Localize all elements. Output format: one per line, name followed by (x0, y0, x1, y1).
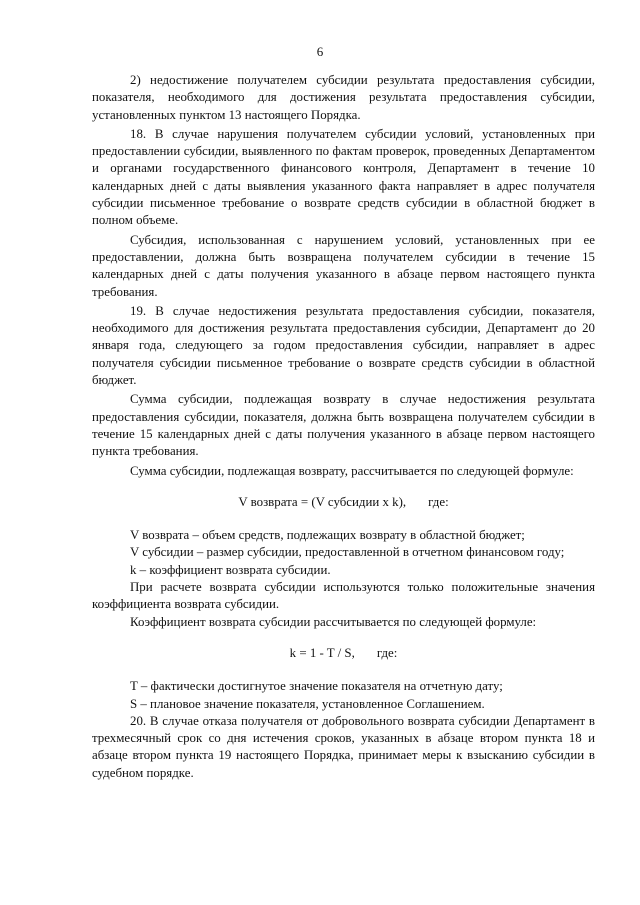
definition-v-return: V возврата – объем средств, подлежащих возврату в областной бюджет; (130, 528, 525, 543)
formula-return-volume-expression: V возврата = (V субсидии x k), (238, 494, 407, 509)
page-number: 6 (316, 44, 324, 59)
formula-return-volume-where: где: (428, 494, 449, 509)
definition-v-subsidy: V субсидии – размер субсидии, предоставленной в отчетном финансовом году; (130, 545, 565, 560)
paragraph-clause-19: 19. В случае недостижения результата предоставления субсидии, показателя, необходимого для достижения результата предоставления субсидии, Департамент до 20 января года, следующего за годом предоставления субсидии, направляет в адрес получателя субсидии письменное требование о возврате средств субсидии в областной бюджет. (92, 303, 595, 388)
formula-coefficient-expression: k = 1 - T / S, (289, 645, 355, 660)
paragraph-item-2-nondelivery: 2) недостижение получателем субсидии результата предоставления субсидии, показателя, необходимого для достижения результата предоставления субсидии, установленных пунктом 13 настоящего Порядка. (92, 73, 595, 122)
paragraph-coefficient-intro: Коэффициент возврата субсидии рассчитывается по следующей формуле: (130, 614, 537, 629)
definition-s: S – плановое значение показателя, установленное Соглашением. (130, 696, 485, 711)
paragraph-positive-coefficient: При расчете возврата субсидии используются только положительные значения коэффициента возврата субсидии. (92, 580, 595, 612)
formula-return-volume (92, 494, 595, 511)
paragraph-clause-20: 20. В случае отказа получателя от добровольного возврата субсидии Департамент в трехмесячный срок со дня истечения сроков, указанных в абзаце втором пункта 18 и абзаце втором пункта 19 настоящего Порядка, принимает меры к взысканию субсидии в судебном порядке. (92, 713, 595, 780)
paragraph-return-amount-term: Сумма субсидии, подлежащая возврату в случае недостижения результата предоставления субсидии, показателя, должна быть возвращена получателем субсидии в течение 15 календарных дней с даты получения указанного в абзаце первом настоящего пункта требования. (92, 392, 595, 459)
formula-coefficient-where: где: (376, 645, 398, 660)
formula-coefficient (92, 645, 595, 662)
definition-t: T – фактически достигнутое значение показателя на отчетную дату; (130, 679, 503, 694)
paragraph-subsidy-return-term: Субсидия, использованная с нарушением условий, установленных при ее предоставлении, должна быть возвращена получателем субсидии в течение 15 календарных дней с даты получения указанного в абзаце первом настоящего пункта требования. (92, 232, 595, 299)
paragraph-clause-18: 18. В случае нарушения получателем субсидии условий, установленных при предоставлении субсидии, выявленного по фактам проверок, проведенных Департаментом и органами государственного финансового контроля, Департамент в течение 10 календарных дней с даты выявления указанного факта направляет в адрес получателя субсидии письменное требование о возврате средств субсидии в областной бюджет в полном объеме. (92, 126, 595, 228)
document-body (92, 72, 595, 782)
definition-k: k – коэффициент возврата субсидии. (130, 562, 331, 577)
paragraph-formula-intro: Сумма субсидии, подлежащая возврату, рассчитывается по следующей формуле: (130, 463, 574, 478)
